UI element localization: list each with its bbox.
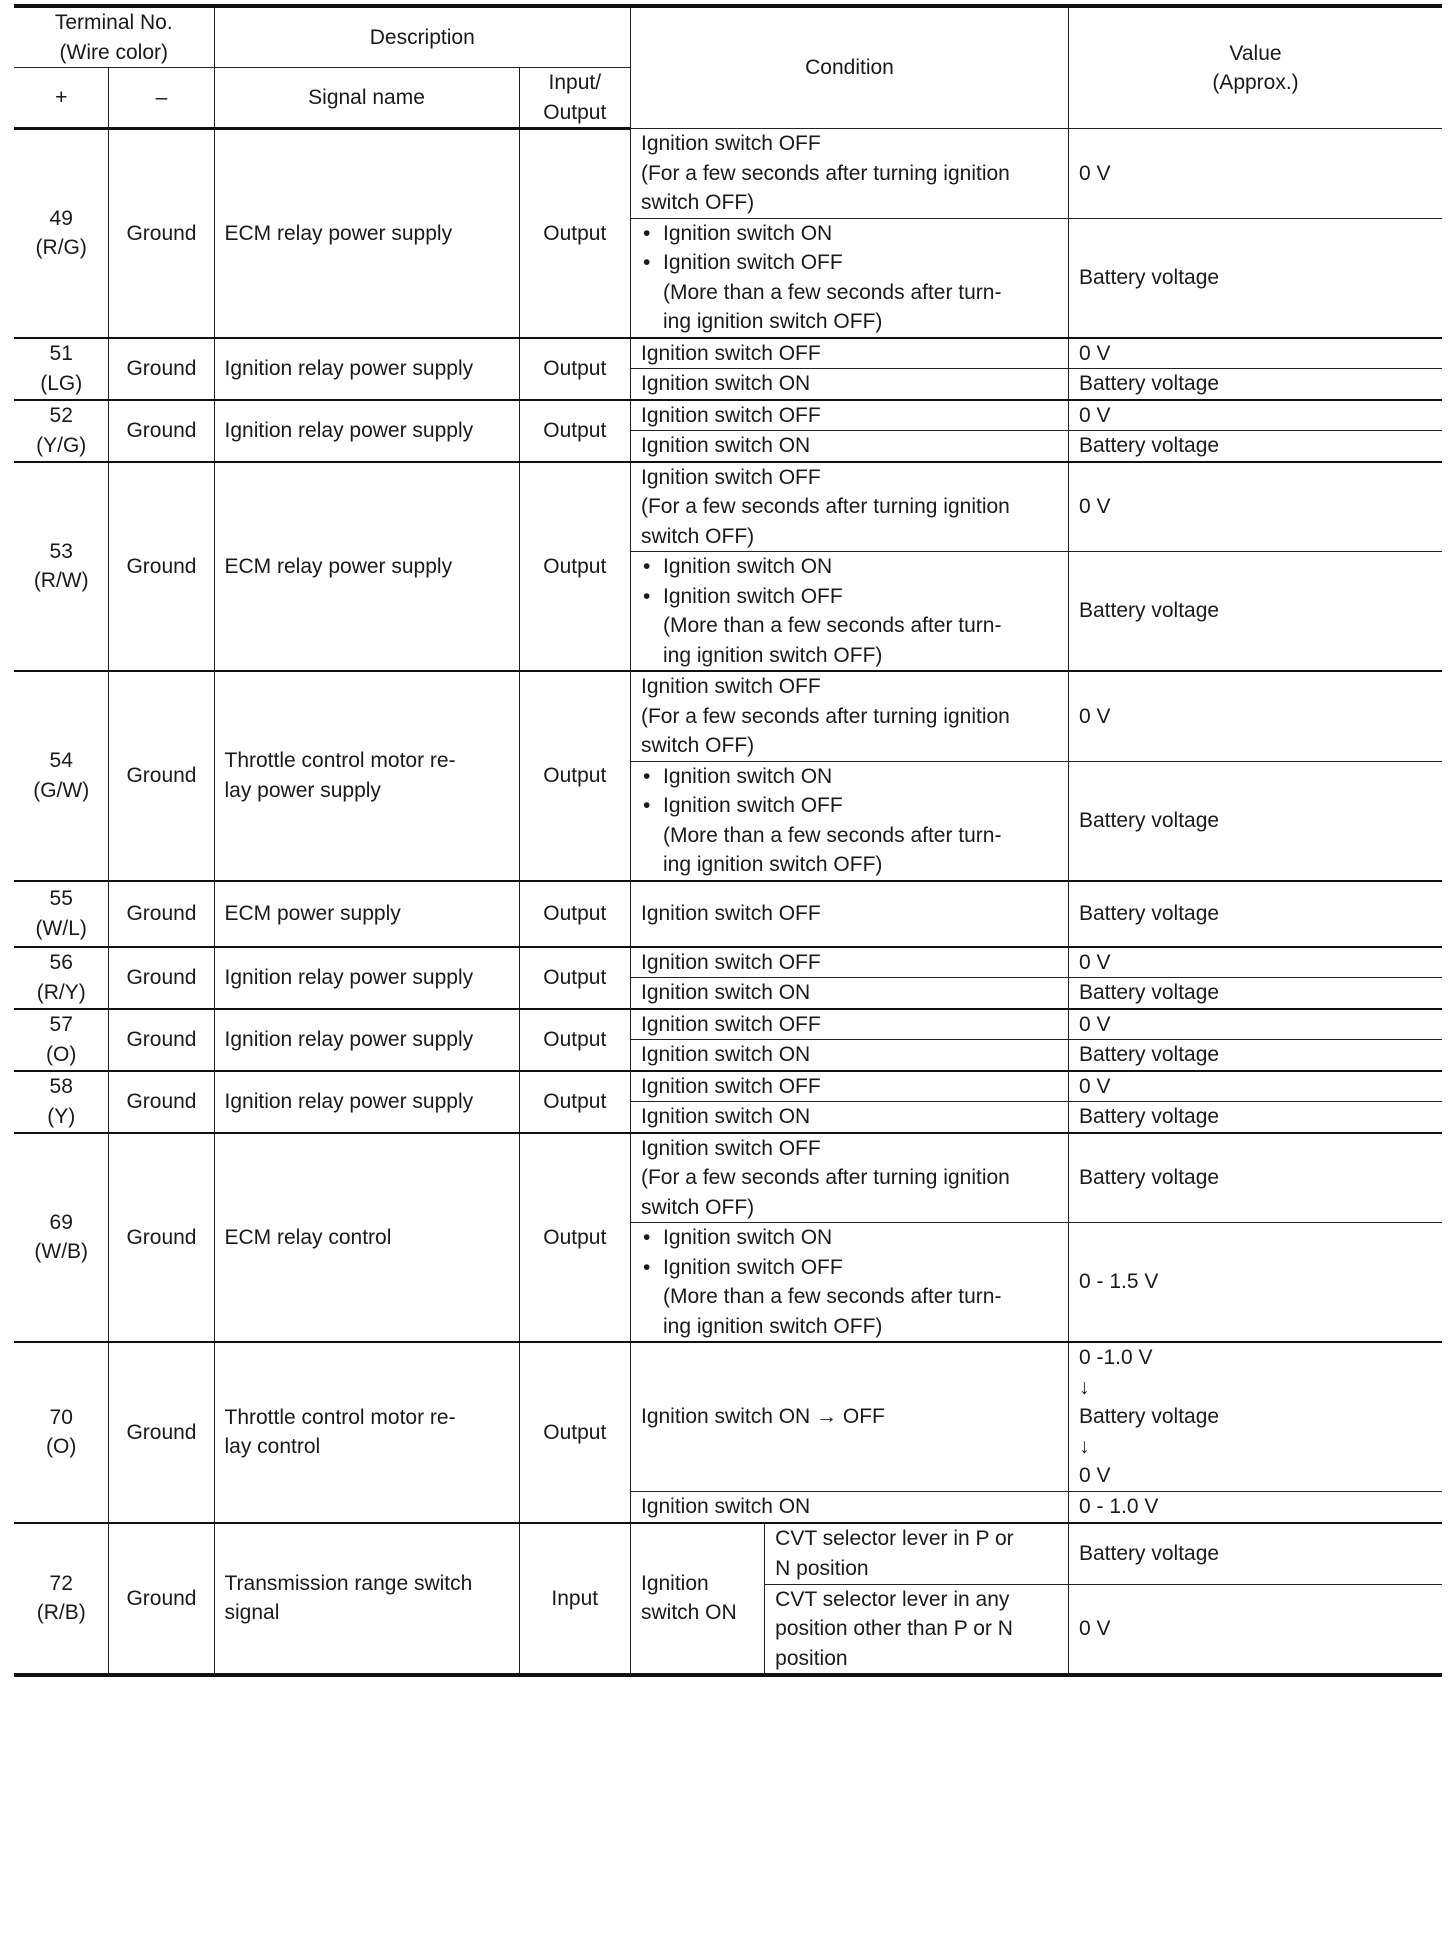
signal-name: ECM power supply: [214, 881, 519, 947]
input-output: Output: [519, 338, 630, 400]
signal-name: ECM relay power supply: [214, 129, 519, 338]
condition: Ignition switch OFF (For a few seconds after turning ignition switch OFF): [630, 1133, 1068, 1223]
condition: • Ignition switch ON • Ignition switch OFF (More than a few seconds after turn- ing ignition switch OFF): [630, 552, 1068, 672]
value: Battery voltage: [1069, 1523, 1443, 1585]
terminal-number: 51 (LG): [14, 338, 109, 400]
signal-name: Throttle control motor re- lay control: [214, 1342, 519, 1523]
terminal-table-container: [14, 4, 1442, 1677]
condition: Ignition switch OFF (For a few seconds after turning ignition switch OFF): [630, 129, 1068, 219]
terminal-minus: Ground: [109, 129, 214, 338]
value: Battery voltage: [1069, 218, 1443, 338]
value: Battery voltage: [1069, 761, 1443, 881]
condition: • Ignition switch ON • Ignition switch OFF (More than a few seconds after turn- ing ignition switch OFF): [630, 1223, 1068, 1343]
table-row: [14, 338, 1442, 369]
condition: Ignition switch ON → OFF: [630, 1342, 1068, 1492]
terminal-number: 49 (R/G): [14, 129, 109, 338]
terminal-minus: Ground: [109, 1133, 214, 1343]
value: Battery voltage: [1069, 881, 1443, 947]
terminal-number: 57 (O): [14, 1009, 109, 1071]
header-terminal-no: Terminal No. (Wire color): [14, 6, 214, 68]
terminal-minus: Ground: [109, 947, 214, 1009]
input-output: Input: [519, 1523, 630, 1676]
condition: • Ignition switch ON • Ignition switch OFF (More than a few seconds after turn- ing ignition switch OFF): [630, 218, 1068, 338]
value: 0 V: [1069, 338, 1443, 369]
terminal-minus: Ground: [109, 1342, 214, 1523]
condition: Ignition switch OFF: [630, 400, 1068, 431]
value: 0 V: [1069, 1009, 1443, 1040]
input-output: Output: [519, 1071, 630, 1133]
table-row: [14, 1342, 1442, 1492]
signal-name: Ignition relay power supply: [214, 1071, 519, 1133]
condition: Ignition switch ON: [630, 431, 1068, 462]
terminal-number: 56 (R/Y): [14, 947, 109, 1009]
condition: Ignition switch ON: [630, 1492, 1068, 1523]
value: Battery voltage: [1069, 1133, 1443, 1223]
terminal-minus: Ground: [109, 1071, 214, 1133]
condition: Ignition switch ON: [630, 1040, 1068, 1071]
value: 0 V: [1069, 671, 1443, 761]
condition: Ignition switch OFF (For a few seconds after turning ignition switch OFF): [630, 462, 1068, 552]
condition: Ignition switch ON: [630, 978, 1068, 1009]
value: 0 V: [1069, 1584, 1443, 1675]
terminal-number: 70 (O): [14, 1342, 109, 1523]
value: Battery voltage: [1069, 552, 1443, 672]
header-plus: +: [14, 68, 109, 129]
terminal-minus: Ground: [109, 1523, 214, 1676]
table-row: [14, 129, 1442, 219]
condition-sub: CVT selector lever in P or N position: [765, 1523, 1069, 1585]
input-output: Output: [519, 1342, 630, 1523]
condition: Ignition switch OFF: [630, 338, 1068, 369]
condition: Ignition switch ON: [630, 369, 1068, 400]
condition: Ignition switch OFF: [630, 947, 1068, 978]
input-output: Output: [519, 947, 630, 1009]
signal-name: Ignition relay power supply: [214, 338, 519, 400]
condition: • Ignition switch ON • Ignition switch OFF (More than a few seconds after turn- ing ignition switch OFF): [630, 761, 1068, 881]
input-output: Output: [519, 671, 630, 881]
value: Battery voltage: [1069, 1040, 1443, 1071]
table-row: [14, 881, 1442, 947]
terminal-number: 54 (G/W): [14, 671, 109, 881]
table-row: [14, 671, 1442, 761]
terminal-number: 52 (Y/G): [14, 400, 109, 462]
terminal-number: 58 (Y): [14, 1071, 109, 1133]
header-input-output: Input/ Output: [519, 68, 630, 129]
signal-name: Ignition relay power supply: [214, 400, 519, 462]
input-output: Output: [519, 400, 630, 462]
header-minus: –: [109, 68, 214, 129]
terminal-minus: Ground: [109, 881, 214, 947]
condition: Ignition switch OFF: [630, 881, 1068, 947]
terminal-number: 72 (R/B): [14, 1523, 109, 1676]
terminal-minus: Ground: [109, 400, 214, 462]
value: Battery voltage: [1069, 431, 1443, 462]
value: Battery voltage: [1069, 369, 1443, 400]
header-signal-name: Signal name: [214, 68, 519, 129]
value: Battery voltage: [1069, 978, 1443, 1009]
terminal-minus: Ground: [109, 1009, 214, 1071]
signal-name: Transmission range switch signal: [214, 1523, 519, 1676]
signal-name: Ignition relay power supply: [214, 1009, 519, 1071]
header-condition: Condition: [630, 6, 1068, 129]
terminal-minus: Ground: [109, 671, 214, 881]
signal-name: Ignition relay power supply: [214, 947, 519, 1009]
condition-main: Ignition switch ON: [630, 1523, 764, 1676]
value: Battery voltage: [1069, 1102, 1443, 1133]
condition: Ignition switch ON: [630, 1102, 1068, 1133]
input-output: Output: [519, 881, 630, 947]
value: 0 - 1.0 V: [1069, 1492, 1443, 1523]
value: 0 V: [1069, 462, 1443, 552]
condition: Ignition switch OFF: [630, 1009, 1068, 1040]
value: 0 V: [1069, 1071, 1443, 1102]
signal-name: ECM relay power supply: [214, 462, 519, 672]
table-row: [14, 462, 1442, 552]
value: 0 V: [1069, 129, 1443, 219]
table-row: [14, 400, 1442, 431]
input-output: Output: [519, 1009, 630, 1071]
value: 0 - 1.5 V: [1069, 1223, 1443, 1343]
condition: Ignition switch OFF (For a few seconds after turning ignition switch OFF): [630, 671, 1068, 761]
condition: Ignition switch OFF: [630, 1071, 1068, 1102]
condition-sub: CVT selector lever in any position other than P or N position: [765, 1584, 1069, 1675]
ecm-terminal-table: [14, 4, 1442, 1677]
value: 0 -1.0 V ↓ Battery voltage ↓ 0 V: [1069, 1342, 1443, 1492]
table-row: [14, 947, 1442, 978]
table-row: [14, 1133, 1442, 1223]
input-output: Output: [519, 462, 630, 672]
terminal-minus: Ground: [109, 462, 214, 672]
terminal-number: 55 (W/L): [14, 881, 109, 947]
value: 0 V: [1069, 400, 1443, 431]
terminal-minus: Ground: [109, 338, 214, 400]
input-output: Output: [519, 129, 630, 338]
value: 0 V: [1069, 947, 1443, 978]
terminal-number: 53 (R/W): [14, 462, 109, 672]
signal-name: Throttle control motor re- lay power supply: [214, 671, 519, 881]
header-value: Value (Approx.): [1069, 6, 1443, 129]
table-row: [14, 1523, 1442, 1585]
table-row: [14, 1009, 1442, 1040]
signal-name: ECM relay control: [214, 1133, 519, 1343]
table-row: [14, 1071, 1442, 1102]
input-output: Output: [519, 1133, 630, 1343]
terminal-number: 69 (W/B): [14, 1133, 109, 1343]
header-description: Description: [214, 6, 630, 68]
